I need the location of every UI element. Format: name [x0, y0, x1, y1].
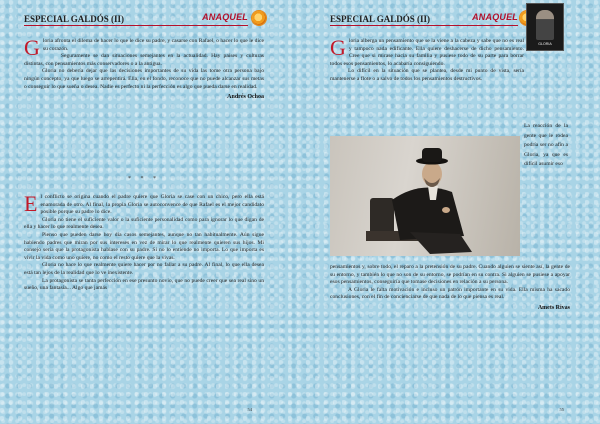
sun-logo-icon	[252, 11, 266, 25]
right-page	[330, 8, 576, 416]
paragraph: Gloria no debería dejar que las decisiones importantes de su vida las tome otra persona bajo ningún concepto, ya que luego se arrepentirá. Ella, en el fondo, reconoce que no puede alcanzar sus metas o conseguir lo que sueña o desea. Nadie es perfecto ni la perfección es algo que pueda darse en realidad.	[24, 68, 264, 90]
section-title: ESPECIAL GALDÓS (II)	[24, 14, 125, 24]
author-name: Amets Rivas	[537, 304, 570, 311]
paragraph: Gloria alberga un pensamiento que se la viene a la cabeza y sabe que no es real y tampoco nada edificante. Ella quiere deshacerse de dicho pensamiento. Cree que si mirase hacia su familia y pusiese todo de su parte para borrar todos esos pensamientos, lo acabaría consiguiendo.	[330, 35, 524, 67]
portrait-photo-icon	[330, 136, 520, 256]
book-title: GLORIA	[538, 42, 552, 46]
paragraph: Pienso que pueden darse hoy día casos semejantes, aunque no tan habitualmente. Aún sigue habiendo padres que miran por sus intereses en vez de mirar lo que realmente quieren sus hijos. Mi consejo sería que la protagonista hablase con su padre. Si no lo entiende no importa. Lo que importa es vivir la vida como uno quiere, no como el resto quiere que la vivas.	[24, 231, 264, 261]
page-number: 55	[559, 407, 564, 412]
paragraph: pensamientos y, sobre todo, el reparo a la pretensión de su padre. Cuando alguien se siente así, la gente de su entorno, y también lo que no son de su entorno, se podrían en su contra. Si alguien se pusiese a apoyar esos pensamientos, conseguiría que tomase decisiones en relación a su persona.	[330, 264, 570, 286]
author-name: Andrés Ochoa	[227, 94, 264, 101]
left-header	[24, 12, 270, 32]
section-title: ESPECIAL GALDÓS (II)	[330, 14, 431, 24]
paragraph: Gloria no hace lo que realmente quiere hacer por no fallar a su padre. Al final, lo que ella desea está tan lejos de la realidad que lo ve inexistente.	[24, 262, 264, 276]
paragraph: El conflicto se origina cuando el padre quiere que Gloria se case con un chico, pero ella está enamorada de otro. Al final, la propia Gloria se autoconvence de que Rafael es el mejor candidato posible porque su padre lo dice.	[24, 191, 264, 216]
paragraph: La protagonista se tanta perfección en ese presunto novio, que no puede creer que sea real sino un sueño, una fantasía... Algo que jamás	[24, 277, 264, 292]
portrait-photo-galdos	[330, 136, 520, 256]
book-cover-thumbnail	[526, 3, 564, 51]
paragraph: Gloria no tiene el suficiente valor o la suficiente personalidad como para ignorar lo que digan de ella y hacer lo que realmente desea.	[24, 216, 264, 231]
left-article-1	[24, 35, 264, 102]
paragraph: Seguramente se dan situaciones semejantes en la actualidad. Hay países y culturas distintas, con pensamientos más conservadores o a la antigua.	[24, 53, 264, 67]
paragraph: Lo difícil en la situación que se plantea, desde mi punto de vista, sería mantenerse a flote o a salvo de todos los pensamientos destructivos.	[330, 68, 524, 82]
dropcap: E	[24, 191, 38, 216]
paragraph: Gloria afronta el dilema de hacer lo que le dice su padre, y casarse con Rafael, o hacer lo que le dice su corazón.	[24, 35, 264, 60]
section-separator: * * *	[128, 176, 160, 182]
right-side-column: La reacción de la gente que le rodea podría ser no afín a Gloria, ya que es difícil asumir eso	[524, 123, 568, 167]
magazine-brand: ANAQUEL	[472, 12, 518, 22]
dropcap: G	[330, 35, 346, 60]
page-number: 54	[247, 407, 252, 412]
left-article-2	[24, 191, 264, 293]
right-article-top	[330, 35, 524, 84]
dropcap: G	[24, 35, 40, 60]
paragraph: A Gloria le falta motivación e incluso un patrón importante en su vida. Ella misma ha sacado conclusiones, con el fin de concienciarse de que nada de lo que piensa es real.	[330, 286, 570, 301]
portrait-icon	[536, 10, 554, 40]
left-page	[24, 8, 270, 416]
right-article-bottom	[330, 264, 570, 313]
header-divider	[24, 25, 248, 26]
header-divider	[330, 25, 518, 26]
magazine-brand: ANAQUEL	[202, 12, 248, 22]
